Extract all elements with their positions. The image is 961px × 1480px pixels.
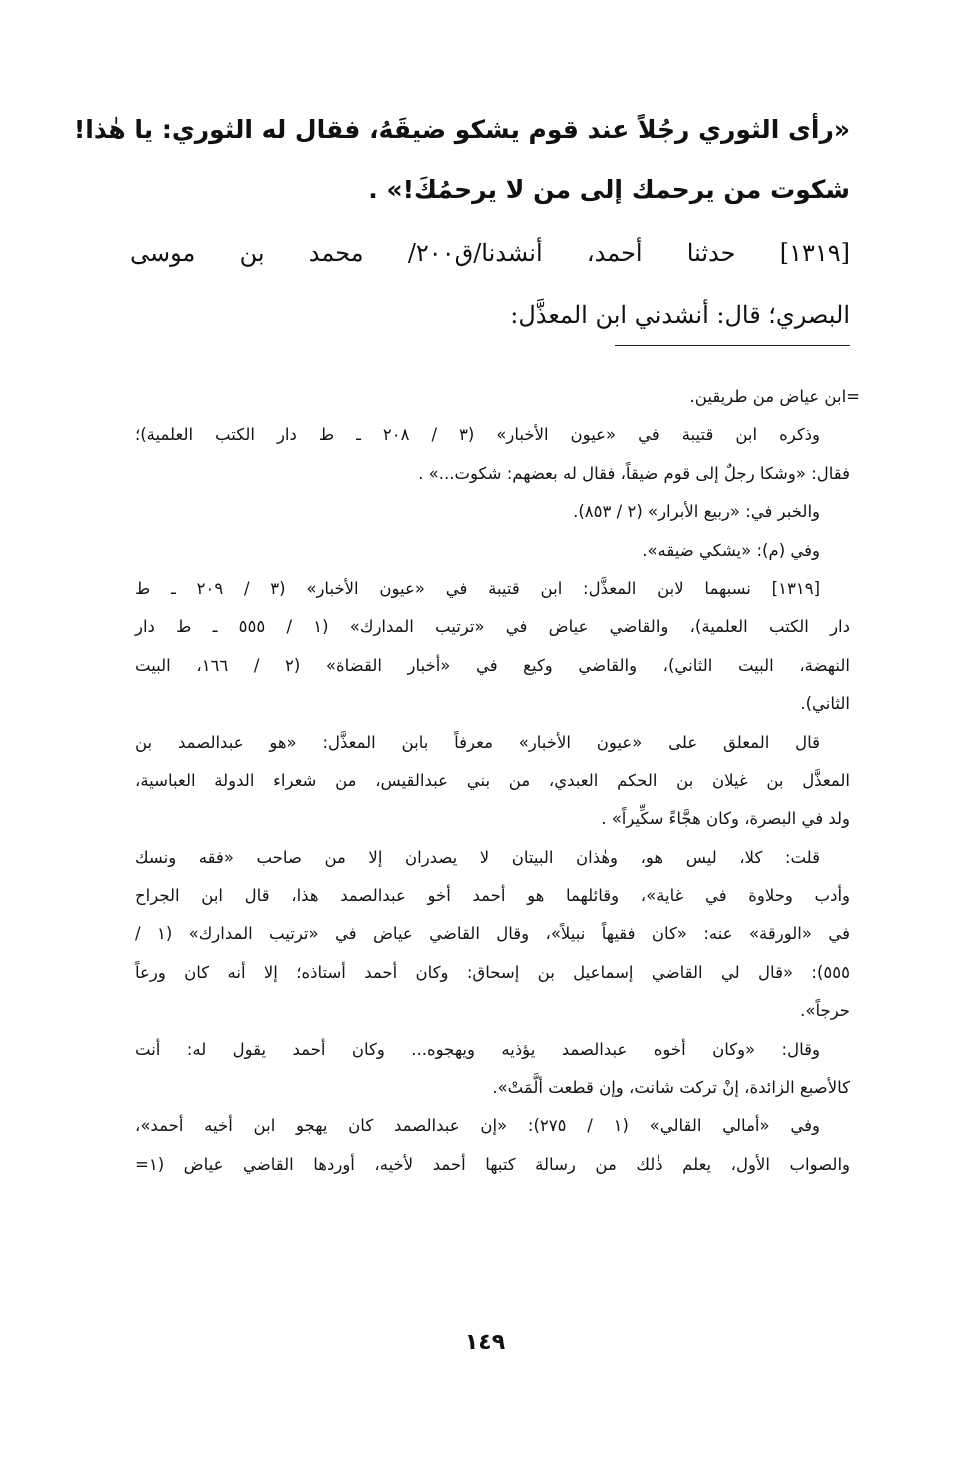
quote-line-1: «رأى الثوري رجُلاً عند قوم يشكو ضيقَهُ، فقال له الثوري: يا هٰذا! <box>73 115 850 144</box>
footnote-line: فقال: «وشكا رجلٌ إلى قوم ضيقاً، فقال له بعضهم: شكوت...» . <box>418 463 850 483</box>
footnote-line: في «الورقة» عنه: «كان فقيهاً نبيلاً»، وقال القاضي عياض في «ترتيب المدارك» (١ / <box>135 924 850 944</box>
footnote-line: وذكره ابن قتيبة في «عيون الأخبار» (٣ / ٢٠٨ ـ ط دار الكتب العلمية)؛ <box>135 425 821 445</box>
footnote-line: دار الكتب العلمية)، والقاضي عياض في «ترتيب المدارك» (١ / ٥٥٥ ـ ط دار <box>135 617 850 637</box>
footnote-line: وفي (م): «يشكي ضيقه». <box>642 540 820 560</box>
entry-block <box>130 222 850 346</box>
entry-line-2: البصري؛ قال: أنشدني ابن المعذَّل: <box>510 301 850 329</box>
footnote-separator <box>615 345 850 346</box>
footnote-line: وفي «أمالي القالي» (١ / ٢٧٥): «إن عبدالصمد كان يهجو ابن أخيه أحمد»، <box>135 1116 820 1136</box>
footnote-line: ٥٥٥): «قال لي القاضي إسماعيل بن إسحاق: وكان أحمد أستاذه؛ إلا أنه كان ورعاً <box>135 962 850 982</box>
footnote-line: والصواب الأول، يعلم ذٰلك من رسالة كتبها أحمد لأخيه، أوردها القاضي عياض (١= <box>135 1154 850 1174</box>
footnote-line: وأدب وحلاوة في غاية»، وقائلهما هو أحمد أخو عبدالصمد هذا، قال ابن الجراح <box>135 886 850 906</box>
quote-block <box>73 100 850 220</box>
footnote-line: المعذَّل بن غيلان بن الحكم العبدي، من بني عبدالقيس، من شعراء الدولة العباسية، <box>135 770 850 790</box>
footnote-line: والخبر في: «ربيع الأبرار» (٢ / ٨٥٣). <box>573 502 820 522</box>
footnote-line: قال المعلق على «عيون الأخبار» معرفاً بابن المعذَّل: «هو عبدالصمد بن <box>135 732 820 752</box>
footnotes <box>135 378 860 1184</box>
footnote-line: ولد في البصرة، وكان هجَّاءً سكِّيراً» . <box>601 809 850 829</box>
footnote-line: حرجاً». <box>800 1001 850 1021</box>
footnote-line: الثاني). <box>800 694 850 714</box>
footnote-line: النهضة، البيت الثاني)، والقاضي وكيع في «أخبار القضاة» (٢ / ١٦٦، البيت <box>135 655 850 675</box>
footnote-line: =ابن عياض من طريقين. <box>689 387 860 406</box>
footnote-line: قلت: كلا، ليس هو، وهٰذان البيتان لا يصدران إلا من صاحب «فقه ونسك <box>135 847 820 867</box>
page-number: ١٤٩ <box>464 1330 506 1355</box>
footnote-line: [١٣١٩] نسبهما لابن المعذَّل: ابن قتيبة في «عيون الأخبار» (٣ / ٢٠٩ ـ ط <box>135 578 820 598</box>
quote-line-2: شكوت من يرحمك إلى من لا يرحمُكَ!» . <box>368 175 850 204</box>
footnote-line: وقال: «وكان أخوه عبدالصمد يؤذيه ويهجوه... وكان أحمد يقول له: أنت <box>135 1039 820 1059</box>
entry-line-1: [١٣١٩] حدثنا أحمد، أنشدنا/ق٢٠٠/ محمد بن موسى <box>130 239 850 267</box>
footnote-line: كالأصبع الزائدة، إنْ تركت شانت، وإن قطعت ألَّمَتْ». <box>492 1078 850 1098</box>
